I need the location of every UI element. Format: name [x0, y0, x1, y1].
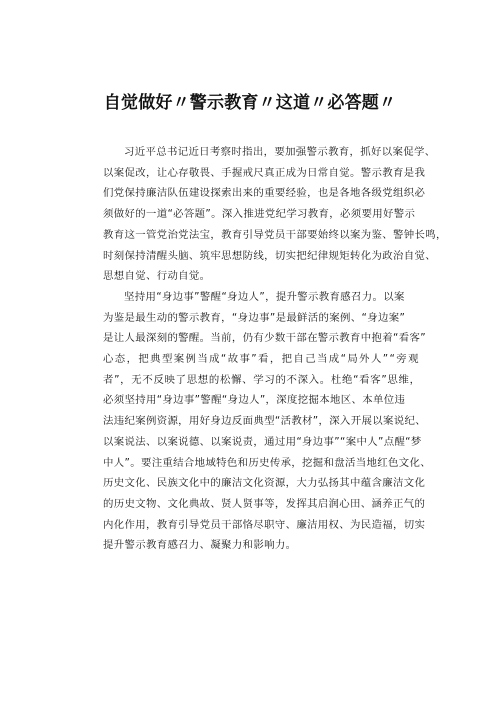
paragraph-line: 思想自觉、行动自觉。	[103, 270, 211, 283]
paragraph-line: 坚持用“身边事”警醒“身边人”，提升警示教育感召力。以案	[124, 290, 405, 303]
paragraph-line: 必须坚持用“身边事”警醒“身边人”，深度挖掘本地区、本单位违	[103, 394, 406, 407]
paragraph-line: 的历史文物、文化典故、贤人贤事等，发挥其启润心田、涵养正气的	[103, 497, 426, 510]
paragraph-line: 为鉴是最生动的警示教育，“身边事”是最鲜活的案例、“身边案”	[103, 311, 406, 324]
article-body	[103, 142, 447, 556]
paragraph-line: 中人”。要注重结合地域特色和历史传承，挖掘和盘活当地红色文化、	[103, 456, 431, 469]
paragraph-2	[103, 287, 431, 556]
paragraph-line: 历史文化、民族文化中的廉洁文化资源，大力弘扬其中蕴含廉洁文化	[103, 477, 426, 490]
page-title: 自觉做好〃警示教育〃这道〃必答题〃	[103, 93, 397, 113]
paragraph-line: 内化作用，教育引导党员干部恪尽职守、廉洁用权、为民造福，切实	[103, 518, 426, 531]
paragraph-line: 心态，把典型案例当成“故事”看，把自己当成“局外人”“旁观	[103, 353, 420, 366]
paragraph-line: 以案促改，让心存敬畏、手握戒尺真正成为日常自觉。警示教育是我	[103, 166, 426, 179]
paragraph-line: 们党保持廉洁队伍建设探索出来的重要经验，也是各地各级党组织必	[103, 187, 426, 200]
paragraph-line: 者”，无不反映了思想的松懈、学习的不深入。杜绝“看客”思维，	[103, 373, 421, 386]
paragraph-line: 须做好的一道“必答题”。深入推进党纪学习教育，必须要用好警示	[103, 208, 416, 221]
paragraph-line: 提升警示教育感召力、凝聚力和影响力。	[103, 539, 297, 552]
paragraph-1	[103, 142, 447, 287]
paragraph-line: 以案说法、以案说德、以案说责，通过用“身边事”“案中人”点醒“梦	[103, 435, 422, 448]
paragraph-line: 法违纪案例资源，用好身边反面典型“活教材”，深入开展以案说纪、	[103, 415, 426, 428]
paragraph-line: 时刻保持清醒头脑、筑牢思想防线，切实把纪律规矩转化为政治自觉、	[103, 249, 436, 262]
paragraph-line: 是让人最深刻的警醒。当前，仍有少数干部在警示教育中抱着“看客”	[103, 332, 426, 345]
paragraph-line: 习近平总书记近日考察时指出，要加强警示教育，抓好以案促学、	[124, 146, 436, 158]
paragraph-line: 教育这一管党治党法宝，教育引导党员干部要始终以案为鉴、警钟长鸣，	[103, 228, 447, 241]
